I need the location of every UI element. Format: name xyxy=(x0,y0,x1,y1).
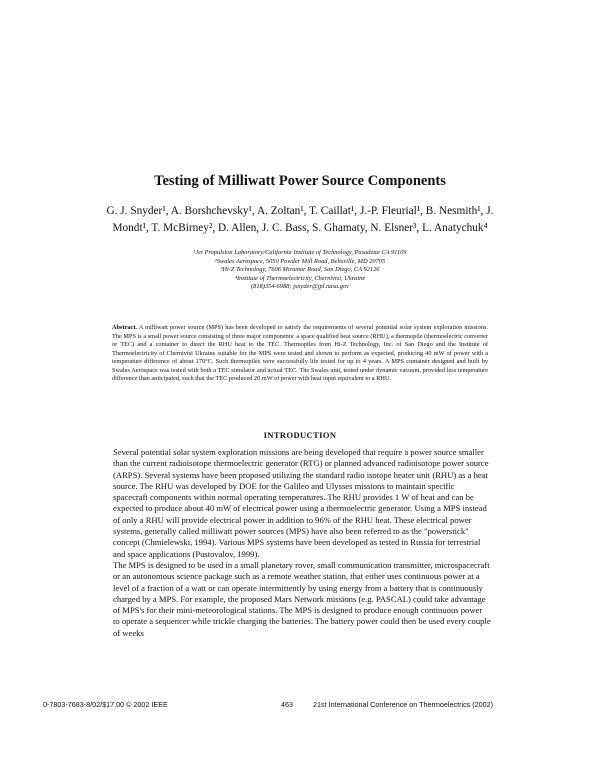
affiliation-swales: ²Swales Aerospace, 5050 Powder Mill Road, Beltsville, MD 20705 xyxy=(214,257,386,265)
affiliation-jpl: ¹Jet Propulsion Laboratory/California Institute of Technology, Pasadena CA 91109 xyxy=(193,249,407,256)
paragraph: Several potential solar system exploration missions are being developed that require a power source smaller than the current radioisotope thermoelectric generator (RTG) or planned advanced radioisotope power source (ARPS). Several systems have been proposed utilizing the standard radio isotope heater unit (RHU) as a heat source. The RHU was developed by DOE for the Galileo and Ulysses missions to maintain specific spacecraft components within normal operating temperatures. The RHU provides 1 W of heat and can be expected to produce about 40 mW of electrical power using a thermoelectric generator. Using a MPS instead of only a RHU will provide electrical power in addition to 96% of the RHU heat. These electrical power systems, generally called milliwatt power sources (MPS) have also been referred to as the "powerstick" concept (Chmielewski, 1994). Various MPS systems have been developed as tested in Russia for terrestrial and space applications (Pustovalov, 1999). xyxy=(113,447,489,559)
abstract-text: A milliwatt power source (MPS) has been developed to satisfy the requirements of several potential solar system exploration missions. The MPS is a small power source consisting of three major components: a space qualified heat source (RHU), a thermopile (thermoelectric converter or TEC) and a container to direct the RHU heat to the TEC. Thermopiles from Hi-Z Technology, Inc. of San Diego and the Institute of Thermoelectricity of Chernivtsi Ukraine suitable for the MPS were tested and shown to perform as expected, producing 40 mW of power with a temperature difference of about 170°C. Such thermopiles were successfully life tested for up to 4 years. A MPS container designed and built by Swales Aerospace was tested with both a TEC simulator and actual TEC. The Swales unit, tested under dynamic vacuum, provided less temperature difference than anticipated, such that the TEC produced 20 mW of power with heat input equivalent to a RHU. xyxy=(112,324,488,382)
paper-title: Testing of Milliwatt Power Source Components xyxy=(154,173,446,189)
affiliation-hiz: ³Hi-Z Technology, 7606 Miramar Road, San Diego, CA 92126 xyxy=(220,266,380,274)
page-number: 463 xyxy=(281,700,293,709)
abstract xyxy=(112,324,488,384)
paragraph: The MPS is designed to be used in a small planetary rover, small communication transmitter, microspacecraft or an autonomous science package such as a remote weather station, that either uses continuous power at a level of a fraction of a watt or can operate intermittently by using energy from a battery that is continuously charged by a MPS. For example, the proposed Mars Network missions (e.g. PASCAL) could take advantage of MPS's for their mini-meteorological stations. The MPS is designed to produce enough continuous power to operate a sequencer while trickle charging the batteries. The battery power could then be used every couple of weeks xyxy=(113,559,491,638)
introduction-body xyxy=(113,447,491,639)
affiliations xyxy=(120,249,480,292)
section-heading-introduction: INTRODUCTION xyxy=(263,430,337,440)
conference-name: 21st International Conference on Thermoelectrics (2002) xyxy=(313,700,494,709)
author-list: G. J. Snyder¹, A. Borshchevsky¹, A. Zoltan¹, T. Caillat¹, J.-P. Fleurial¹, B. Nesmith¹, J. Mondt¹, T. McBirney², D. Allen, J. C. Bass, S. Ghamaty, N. Elsner³, L. Anatychuk⁴ xyxy=(106,205,494,234)
contact-info: (818)354-6988; jsnyder@jpl.nasa.gov xyxy=(251,283,349,291)
affiliation-ite: ⁴Institute of Thermoelectricity, Chernivtsi, Ukraine xyxy=(234,274,366,282)
copyright-notice: 0-7803-7683-8/02/$17.00 © 2002 IEEE xyxy=(43,700,168,709)
abstract-label: Abstract. xyxy=(112,324,138,331)
